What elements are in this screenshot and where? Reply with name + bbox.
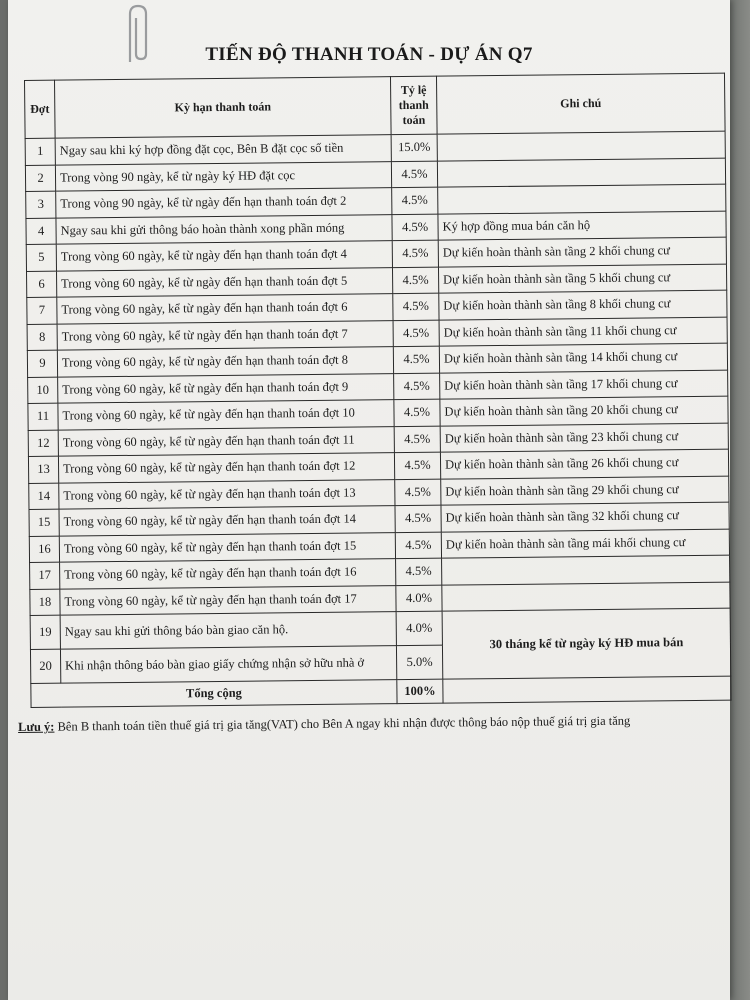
total-note: [443, 676, 731, 703]
row-term: Trong vòng 60 ngày, kể từ ngày đến hạn thanh toán đợt 13: [59, 479, 395, 509]
row-rate: 4.5%: [391, 161, 437, 188]
row-term: Khi nhận thông báo bàn giao giấy chứng nhận sở hữu nhà ở: [60, 646, 396, 684]
row-rate: 4.5%: [396, 558, 442, 585]
row-term: Ngay sau khi ký hợp đồng đặt cọc, Bên B đặt cọc số tiền: [55, 135, 391, 165]
row-note: [437, 158, 725, 188]
row-note: Dự kiến hoàn thành sàn tầng 32 khối chung cư: [441, 502, 729, 532]
row-rate: 4.0%: [396, 611, 442, 645]
row-note: [437, 131, 725, 161]
row-number: 1: [25, 138, 55, 165]
row-number: 19: [30, 615, 60, 649]
row-note: Dự kiến hoàn thành sàn tầng 20 khối chung cư: [440, 396, 728, 426]
total-rate: 100%: [397, 679, 443, 703]
row-rate: 4.5%: [393, 293, 439, 320]
row-rate: 4.5%: [392, 214, 438, 241]
row-note: Dự kiến hoàn thành sàn tầng 8 khối chung cư: [439, 290, 727, 320]
row-note: Ký hợp đồng mua bán căn hộ: [438, 211, 726, 241]
row-term: Trong vòng 60 ngày, kể từ ngày đến hạn thanh toán đợt 6: [57, 294, 393, 324]
row-rate: 4.5%: [392, 267, 438, 294]
row-rate: 4.5%: [395, 479, 441, 506]
row-term: Ngay sau khi gửi thông báo bàn giao căn hộ.: [60, 612, 396, 650]
row-term: Trong vòng 60 ngày, kể từ ngày đến hạn thanh toán đợt 17: [60, 585, 396, 615]
row-term: Trong vòng 60 ngày, kể từ ngày đến hạn thanh toán đợt 10: [58, 400, 394, 430]
row-number: 11: [28, 403, 58, 430]
row-term: Trong vòng 60 ngày, kể từ ngày đến hạn thanh toán đợt 14: [59, 506, 395, 536]
table-header-row: [25, 73, 726, 138]
row-term: Trong vòng 60 ngày, kể từ ngày đến hạn thanh toán đợt 16: [60, 559, 396, 589]
row-rate: 4.5%: [394, 452, 440, 479]
row-number: 18: [30, 589, 60, 616]
row-note: Dự kiến hoàn thành sàn tầng 26 khối chung cư: [440, 449, 728, 479]
row-number: 15: [29, 509, 59, 536]
row-term: Trong vòng 60 ngày, kể từ ngày đến hạn thanh toán đợt 15: [59, 532, 395, 562]
merged-note: 30 tháng kể từ ngày ký HĐ mua bán: [442, 608, 731, 679]
row-term: Trong vòng 90 ngày, kể từ ngày ký HĐ đặt cọc: [55, 161, 391, 191]
row-rate: 4.5%: [395, 532, 441, 559]
header-note: Ghi chú: [436, 73, 725, 134]
footnote-label: Lưu ý:: [18, 719, 55, 734]
row-rate: 4.5%: [392, 240, 438, 267]
row-number: 2: [25, 165, 55, 192]
row-note: [442, 582, 730, 612]
row-rate: 4.5%: [394, 373, 440, 400]
row-term: Trong vòng 60 ngày, kể từ ngày đến hạn thanh toán đợt 4: [56, 241, 392, 271]
row-rate: 4.5%: [392, 187, 438, 214]
row-number: 14: [29, 483, 59, 510]
row-number: 17: [30, 562, 60, 589]
row-term: Trong vòng 60 ngày, kể từ ngày đến hạn thanh toán đợt 7: [57, 320, 393, 350]
row-rate: 15.0%: [391, 134, 437, 161]
row-note: [442, 555, 730, 585]
row-number: 4: [26, 218, 56, 245]
row-note: Dự kiến hoàn thành sàn tầng mái khối chung cư: [441, 529, 729, 559]
row-term: Ngay sau khi gửi thông báo hoàn thành xong phần móng: [56, 214, 392, 244]
row-term: Trong vòng 60 ngày, kể từ ngày đến hạn thanh toán đợt 11: [58, 426, 394, 456]
row-rate: 4.0%: [396, 585, 442, 612]
row-note: Dự kiến hoàn thành sàn tầng 29 khối chung cư: [441, 476, 729, 506]
row-rate: 4.5%: [394, 426, 440, 453]
row-number: 3: [26, 191, 56, 218]
row-note: Dự kiến hoàn thành sàn tầng 2 khối chung cư: [438, 237, 726, 267]
page-title: TIẾN ĐỘ THANH TOÁN - DỰ ÁN Q7: [205, 44, 533, 65]
row-number: 5: [26, 244, 56, 271]
row-rate: 4.5%: [395, 505, 441, 532]
row-number: 8: [27, 324, 57, 351]
row-number: 12: [28, 430, 58, 457]
row-rate: 4.5%: [393, 320, 439, 347]
row-note: Dự kiến hoàn thành sàn tầng 23 khối chung cư: [440, 423, 728, 453]
row-note: Dự kiến hoàn thành sàn tầng 17 khối chung cư: [440, 370, 728, 400]
row-term: Trong vòng 60 ngày, kể từ ngày đến hạn thanh toán đợt 12: [58, 453, 394, 483]
row-number: 20: [30, 649, 60, 683]
row-number: 9: [27, 350, 57, 377]
row-rate: 4.5%: [394, 399, 440, 426]
payment-schedule-table: [24, 73, 732, 708]
header-term: Kỳ hạn thanh toán: [55, 77, 392, 139]
row-number: 7: [27, 297, 57, 324]
row-note: [438, 184, 726, 214]
row-term: Trong vòng 60 ngày, kể từ ngày đến hạn thanh toán đợt 5: [56, 267, 392, 297]
row-term: Trong vòng 60 ngày, kể từ ngày đến hạn thanh toán đợt 8: [57, 347, 393, 377]
total-label: Tổng cộng: [31, 680, 397, 708]
row-rate: 5.0%: [396, 645, 442, 679]
row-term: Trong vòng 90 ngày, kể từ ngày đến hạn thanh toán đợt 2: [56, 188, 392, 218]
row-term: Trong vòng 60 ngày, kể từ ngày đến hạn thanh toán đợt 9: [58, 373, 394, 403]
header-installment: Đợt: [25, 80, 56, 138]
row-number: 6: [27, 271, 57, 298]
header-rate: Tỷ lệ thanh toán: [390, 76, 437, 134]
row-note: Dự kiến hoàn thành sàn tầng 11 khối chung cư: [439, 317, 727, 347]
row-note: Dự kiến hoàn thành sàn tầng 14 khối chung cư: [439, 343, 727, 373]
row-number: 10: [28, 377, 58, 404]
row-number: 16: [29, 536, 59, 563]
row-rate: 4.5%: [393, 346, 439, 373]
row-number: 13: [28, 456, 58, 483]
table-row: [30, 608, 730, 649]
footnote-text: Bên B thanh toán tiền thuế giá trị gia tăng(VAT) cho Bên A ngay khi nhận được thông báo nộp thuế giá trị gia tăng: [54, 713, 631, 734]
row-note: Dự kiến hoàn thành sàn tầng 5 khối chung cư: [438, 264, 726, 294]
